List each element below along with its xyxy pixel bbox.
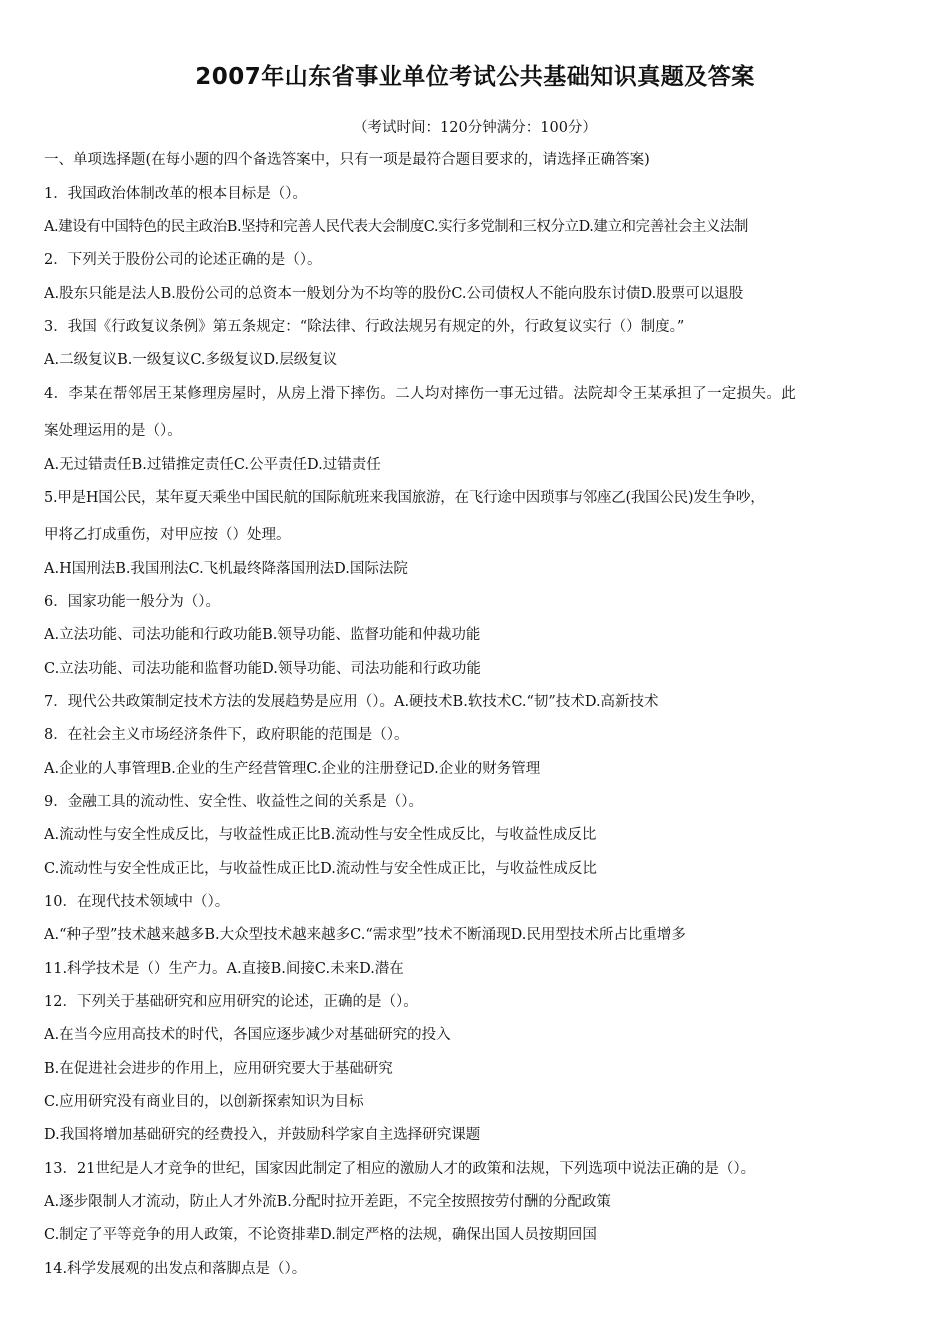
question-1: 1．我国政治体制改革的根本目标是（）。 xyxy=(44,186,307,202)
question-9: 9．金融工具的流动性、安全性、收益性之间的关系是（）。 xyxy=(44,794,423,810)
question-12: 12．下列关于基础研究和应用研究的论述，正确的是（）。 xyxy=(44,994,418,1010)
question-8: 8．在社会主义市场经济条件下，政府职能的范围是（）。 xyxy=(44,727,409,743)
exam-info: （考试时间：120分钟满分：100分） xyxy=(353,120,597,136)
question-3: 3．我国《行政复议条例》第五条规定：“除法律、行政法规另有规定的外，行政复议实行（）制度。” xyxy=(44,319,685,335)
question-5-options: A.H国刑法B.我国刑法C.飞机最终降落国刑法D.国际法院 xyxy=(44,561,408,577)
section-heading: 一、单项选择题(在每小题的四个备选答案中，只有一项是最符合题目要求的，请选择正确答案) xyxy=(44,152,650,168)
question-8-options: A.企业的人事管理B.企业的生产经营管理C.企业的注册登记D.企业的财务管理 xyxy=(44,761,541,777)
question-2: 2．下列关于股份公司的论述正确的是（）。 xyxy=(44,252,322,268)
question-13: 13．21世纪是人才竞争的世纪，国家因此制定了相应的激励人才的政策和法规，下列选项中说法正确的是（）。 xyxy=(44,1161,756,1177)
question-5: 5.甲是H国公民，某年夏天乘坐中国民航的国际航班来我国旅游，在飞行途中因琐事与邻座乙(我国公民)发生争吵， xyxy=(44,490,765,506)
document-title: 2007年山东省事业单位考试公共基础知识真题及答案 xyxy=(195,64,755,90)
question-14: 14.科学发展观的出发点和落脚点是（）。 xyxy=(44,1261,307,1277)
question-9-options-cd: C.流动性与安全性成正比，与收益性成正比D.流动性与安全性成正比，与收益性成反比 xyxy=(44,861,597,877)
question-6-options-ab: A.立法功能、司法功能和行政功能B.领导功能、监督功能和仲裁功能 xyxy=(44,627,481,643)
question-10-options: A.“种子型”技术越来越多B.大众型技术越来越多C.“需求型”技术不断涌现D.民用型技术所占比重增多 xyxy=(44,927,686,943)
question-6: 6．国家功能一般分为（）。 xyxy=(44,594,220,610)
question-4-options: A.无过错责任B.过错推定责任C.公平责任D.过错责任 xyxy=(44,457,381,473)
question-9-options-ab: A.流动性与安全性成反比，与收益性成正比B.流动性与安全性成反比，与收益性成反比 xyxy=(44,827,597,843)
question-10: 10．在现代技术领域中（）。 xyxy=(44,894,230,910)
question-4: 4．李某在帮邻居王某修理房屋时，从房上滑下摔伤。二人均对摔伤一事无过错。法院却令王某承担了一定损失。此 xyxy=(44,386,797,402)
question-4-continued: 案处理运用的是（）。 xyxy=(44,423,182,439)
question-2-options: A.股东只能是法人B.股份公司的总资本一般划分为不均等的股份C.公司债权人不能向股东讨债D.股票可以退股 xyxy=(44,286,744,302)
question-12-option-b: B.在促进社会进步的作用上，应用研究要大于基础研究 xyxy=(44,1061,393,1077)
question-12-option-d: D.我国将增加基础研究的经费投入，并鼓励科学家自主选择研究课题 xyxy=(44,1127,481,1143)
question-11: 11.科学技术是（）生产力。A.直接B.间接C.未来D.潜在 xyxy=(44,961,404,977)
question-7: 7．现代公共政策制定技术方法的发展趋势是应用（）。A.硬技术B.软技术C.“韧”技术D.高新技术 xyxy=(44,694,659,710)
question-6-options-cd: C.立法功能、司法功能和监督功能D.领导功能、司法功能和行政功能 xyxy=(44,661,481,677)
question-12-option-c: C.应用研究没有商业目的，以创新探索知识为目标 xyxy=(44,1094,364,1110)
question-1-options: A.建设有中国特色的民主政治B.坚持和完善人民代表大会制度C.实行多党制和三权分立D.建立和完善社会主义法制 xyxy=(44,219,748,235)
question-5-continued: 甲将乙打成重伤，对甲应按（）处理。 xyxy=(44,527,291,543)
question-3-options: A.二级复议B.一级复议C.多级复议D.层级复议 xyxy=(44,352,338,368)
question-12-option-a: A.在当今应用高技术的时代，各国应逐步减少对基础研究的投入 xyxy=(44,1027,451,1043)
question-13-options-ab: A.逐步限制人才流动，防止人才外流B.分配时拉开差距，不完全按照按劳付酬的分配政策 xyxy=(44,1194,611,1210)
question-13-options-cd: C.制定了平等竞争的用人政策，不论资排辈D.制定严格的法规，确保出国人员按期回国 xyxy=(44,1227,597,1243)
